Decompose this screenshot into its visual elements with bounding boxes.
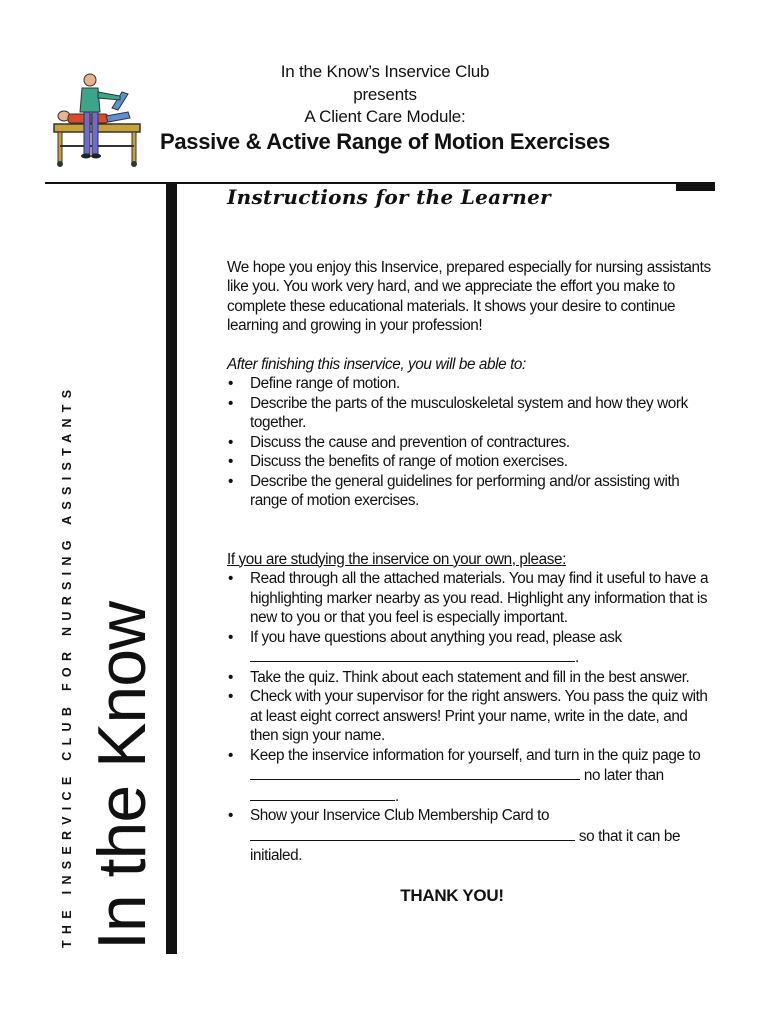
- nurse-patient-logo-icon: [50, 72, 150, 168]
- step-keep-end: .: [395, 787, 399, 805]
- section-heading: Instructions for the Learner: [227, 185, 551, 209]
- list-item: • Describe the parts of the musculoskeletal system and how they work together.: [227, 394, 717, 433]
- step-questions-text: If you have questions about anything you read, please ask: [250, 628, 622, 646]
- turn-in-blank-line[interactable]: [250, 765, 580, 780]
- step-check: • Check with your supervisor for the right answers. You pass the quiz with at least eight correct answers! Print your name, write in the date, and then sign your name.: [227, 687, 717, 746]
- objectives-lead: After finishing this inservice, you will be able to:: [227, 355, 526, 373]
- step-questions: [227, 628, 717, 668]
- step-quiz: • Take the quiz. Think about each statement and fill in the best answer.: [227, 668, 717, 688]
- card-blank-line[interactable]: [250, 826, 575, 841]
- sidebar-brand: In the Know: [84, 601, 160, 950]
- step-card-text: Show your Inservice Club Membership Card to: [250, 807, 550, 824]
- intro-paragraph: We hope you enjoy this Inservice, prepared especially for nursing assistants like you. You work very hard, and we appreciate the effort you make to complete these educational materials. It shows your desire to continue learning and growing in your profession!: [227, 258, 711, 334]
- step-read: • Read through all the attached materials. You may find it useful to have a highlighting marker nearby as you read. Highlight any information that is new to you or that you feel is especially important.: [227, 569, 717, 628]
- steps-list: [227, 569, 717, 866]
- step-card: [227, 806, 717, 866]
- list-item: • Discuss the cause and prevention of contractures.: [227, 433, 717, 453]
- step-keep: [227, 746, 717, 807]
- step-card-end: so that it can be initialed.: [250, 827, 681, 864]
- objectives-list: [227, 374, 717, 511]
- step-keep-later: no later than: [583, 767, 664, 784]
- sidebar-divider: [166, 184, 177, 954]
- list-item: • Define range of motion.: [227, 374, 717, 394]
- step-questions-end: .: [575, 649, 579, 666]
- thank-you: THANK YOU!: [400, 885, 504, 905]
- page-header: [0, 0, 768, 180]
- list-item: • Describe the general guidelines for performing and/or assisting with range of motion exercises.: [227, 472, 717, 511]
- header-line-module: A Client Care Module:: [304, 107, 466, 126]
- step-keep-text: Keep the inservice information for yourself, and turn in the quiz page to: [250, 746, 701, 764]
- study-lead: If you are studying the inservice on your own, please:: [227, 550, 566, 568]
- contact-blank-line[interactable]: [250, 647, 575, 662]
- header-line-presents: presents: [353, 85, 417, 104]
- header-line-club: In the Know’s Inservice Club: [280, 62, 490, 81]
- date-blank-line[interactable]: [250, 786, 395, 801]
- sidebar-tagline: THE INSERVICE CLUB FOR NURSING ASSISTANTS: [60, 383, 74, 948]
- page-title: Passive & Active Range of Motion Exercises: [160, 129, 610, 154]
- header-divider: [45, 182, 715, 184]
- main-content: [227, 185, 717, 905]
- list-item: • Discuss the benefits of range of motion exercises.: [227, 452, 717, 472]
